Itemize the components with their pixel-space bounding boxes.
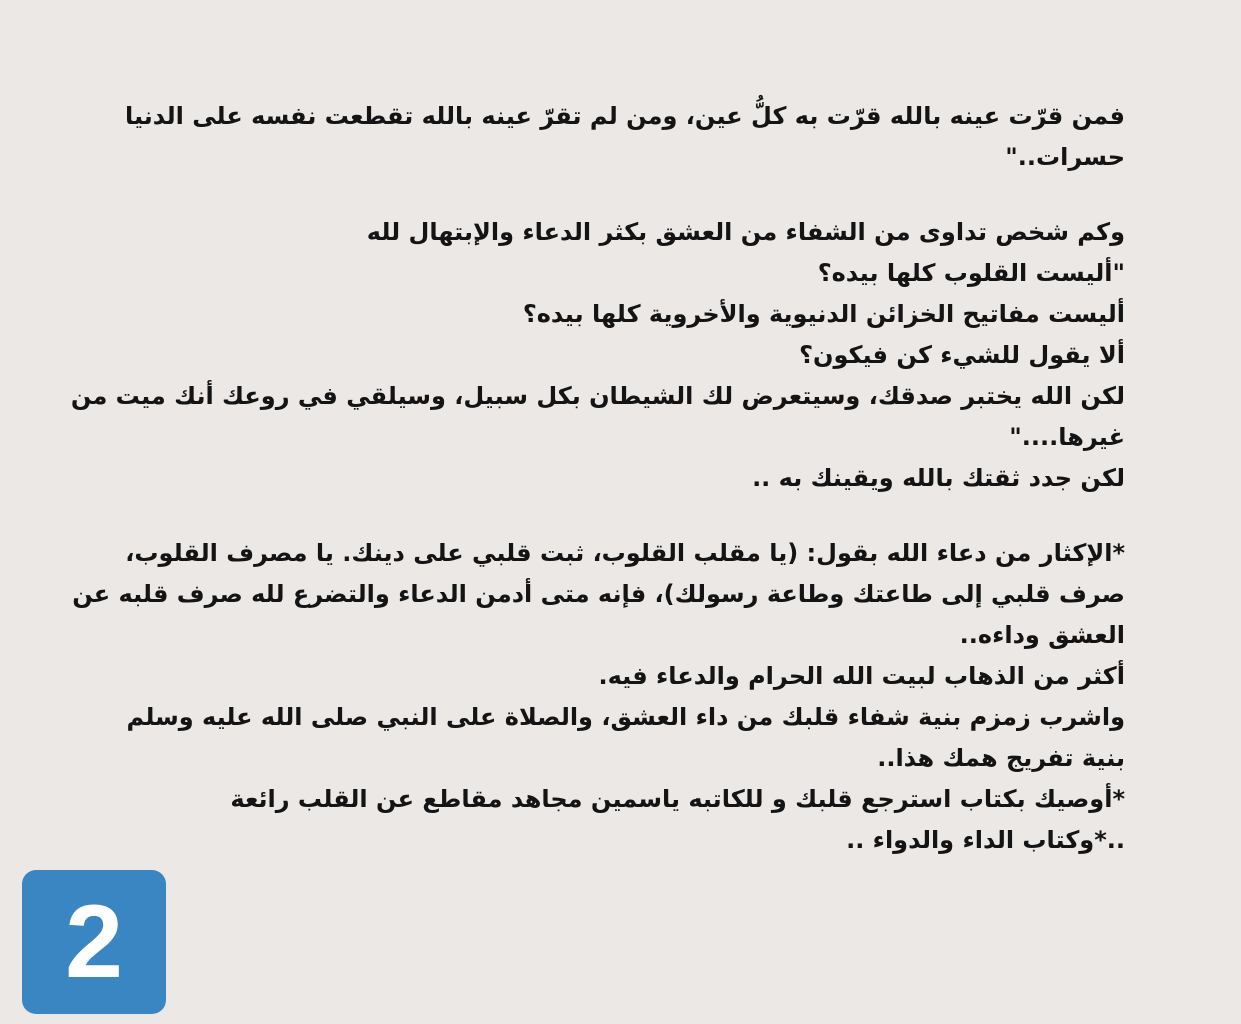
text-line: ألا يقول للشيء كن فيكون؟ bbox=[799, 341, 1125, 369]
text-line: صرف قلبي إلى طاعتك وطاعة رسولك)، فإنه متى أدمن الدعاء والتضرع لله صرف قلبه عن bbox=[72, 580, 1125, 608]
text-line: ..*وكتاب الداء والدواء .. bbox=[846, 826, 1125, 854]
page-number-badge bbox=[22, 870, 166, 1014]
paragraph-1 bbox=[125, 96, 1125, 178]
text-line: بنية تفريج همك هذا.. bbox=[877, 744, 1125, 772]
text-line: لكن الله يختبر صدقك، وسيتعرض لك الشيطان بكل سبيل، وسيلقي في روعك أنك ميت من bbox=[70, 382, 1125, 410]
text-line: *الإكثار من دعاء الله بقول: (يا مقلب القلوب، ثبت قلبي على دينك. يا مصرف القلوب، bbox=[125, 539, 1125, 567]
paragraph-2 bbox=[70, 212, 1125, 499]
text-line: حسرات.." bbox=[1005, 143, 1125, 171]
text-line: أليست مفاتيح الخزائن الدنيوية والأخروية كلها بيده؟ bbox=[522, 300, 1125, 328]
page-number: 2 bbox=[65, 884, 123, 1000]
text-line: أكثر من الذهاب لبيت الله الحرام والدعاء فيه. bbox=[598, 662, 1125, 690]
text-line: العشق وداءه.. bbox=[959, 621, 1125, 649]
text-line: واشرب زمزم بنية شفاء قلبك من داء العشق، والصلاة على النبي صلى الله عليه وسلم bbox=[126, 703, 1125, 731]
text-line: غيرها...." bbox=[1009, 423, 1125, 451]
paragraph-3 bbox=[72, 533, 1125, 861]
text-line: "أليست القلوب كلها بيده؟ bbox=[817, 259, 1125, 287]
text-line: فمن قرّت عينه بالله قرّت به كلُّ عين، ومن لم تقرّ عينه بالله تقطعت نفسه على الدنيا bbox=[124, 102, 1125, 130]
text-line: لكن جدد ثقتك بالله ويقينك به .. bbox=[752, 464, 1125, 492]
article-body bbox=[70, 96, 1125, 895]
text-line: وكم شخص تداوى من الشفاء من العشق بكثر الدعاء والإبتهال لله bbox=[366, 218, 1125, 246]
text-line: *أوصيك بكتاب استرجع قلبك و للكاتبه ياسمين مجاهد مقاطع عن القلب رائعة bbox=[230, 785, 1125, 813]
